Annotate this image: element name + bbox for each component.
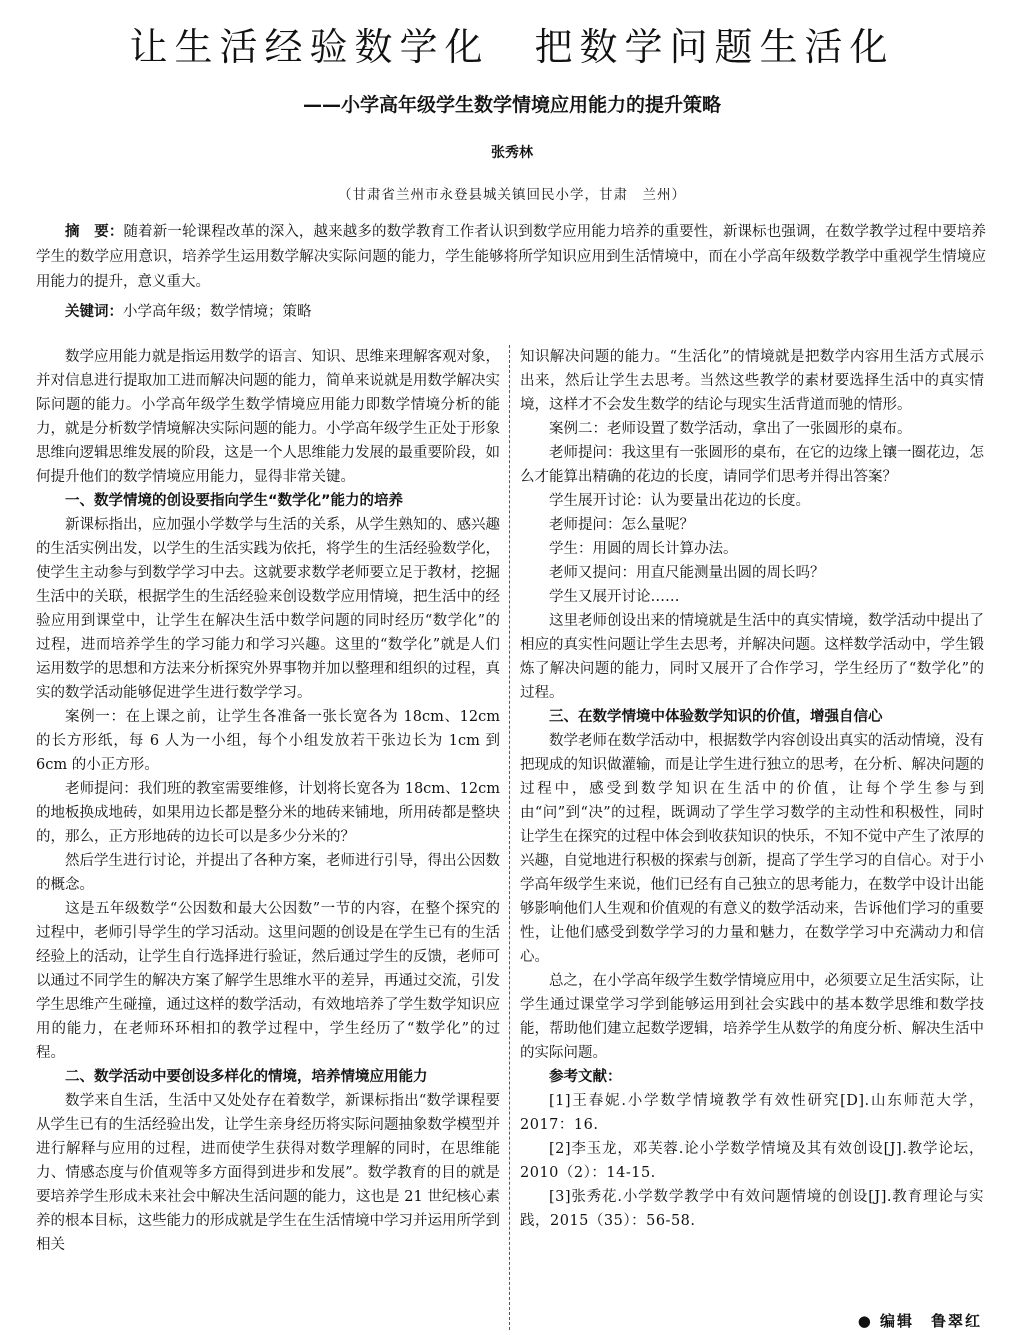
body-paragraph: 然后学生进行讨论，并提出了各种方案，老师进行引导，得出公因数的概念。 [36,853,500,893]
body-paragraph: 新课标指出，应加强小学数学与生活的关系，从学生熟知的、感兴趣的生活实例出发，以学生的生活实践为依托，将学生的生活经验数学化，使学生主动参与到数学学习中去。这就要求数学老师要立足于教材，挖掘生活中的关联，根据学生的生活经验来创设数学应用情境，把生活中的经验应用到课堂中，让学生在解决生活中数学问题的同时经历“数学化”的过程，进而培养学生的学习能力和学习兴趣。这里的“数学化”就是人们运用数学的思想和方法来分析探究外界事物并加以整理和组织的过程，真实的数学活动能够促进学生进行数学学习。 [36,517,500,701]
editor-credit: ● 编辑 鲁翠红 [857,1312,982,1330]
author-affiliation: （甘肃省兰州市永登县城关镇回民小学，甘肃 兰州） [338,187,686,203]
body-paragraph: 学生又展开讨论…… [549,589,680,605]
body-paragraph: 学生展开讨论：认为要量出花边的长度。 [549,493,810,509]
body-paragraph: 案例一：在上课之前，让学生各准备一张长宽各为 18cm、12cm 的长方形纸，每 6 人为一小组，每个小组发放若干张边长为 1cm 到 6cm 的小正方形。 [36,709,500,773]
body-paragraph: 总之，在小学高年级学生数学情境应用中，必须要立足生活实际，让学生通过课堂学习学到能够运用到社会实践中的基本数学思维和数学技能，帮助他们建立起数学逻辑，培养学生从数学的角度分析、解决生活中的实际问题。 [520,973,984,1061]
abstract [36,220,986,295]
body-paragraph: 知识解决问题的能力。“生活化”的情境就是把数学内容用生活方式展示出来，然后让学生去思考。当然这些教学的素材要选择生活中的真实情境，这样才不会发生数学的结论与现实生活背道而驰的情形。 [520,349,984,413]
keywords-text: 小学高年级；数学情境；策略 [123,304,312,320]
section-heading-1: 一、数学情境的创设要指向学生“数学化”能力的培养 [65,493,404,509]
author-name: 张秀林 [491,145,533,161]
body-paragraph: 老师提问：怎么量呢？ [549,517,694,533]
article-subtitle: ——小学高年级学生数学情境应用能力的提升策略 [302,94,721,116]
right-column [520,345,984,1330]
abstract-text: 随着新一轮课程改革的深入，越来越多的数学教育工作者认识到数学应用能力培养的重要性，新课标也强调，在数学教学过程中要培养学生的数学应用意识，培养学生运用数学解决实际问题的能力，学生能够将所学知识应用到生活情境中，而在小学高年级数学教学中重视学生情境应用能力的提升，意义重大。 [36,224,986,290]
keywords [36,300,986,325]
references-label: 参考文献： [549,1069,622,1085]
abstract-label: 摘 要： [65,224,124,240]
body-paragraph: 数学来自生活，生活中又处处存在着数学，新课标指出“数学课程要从学生已有的生活经验出发，让学生亲身经历将实际问题抽象数学模型并进行解释与应用的过程，进而使学生获得对数学理解的同时，在思维能力、情感态度与价值观等多方面得到进步和发展”。数学教育的目的就是要培养学生形成未来社会中解决生活问题的能力，这也是 21 世纪核心素养的根本目标，这些能力的形成就是学生在生活情境中学习并运用所学到相关 [36,1093,500,1253]
body-paragraph: 这里老师创设出来的情境就是生活中的真实情境，数学活动中提出了相应的真实性问题让学生去思考，并解决问题。这样数学活动中，学生锻炼了解决问题的能力，同时又展开了合作学习，学生经历了“数学化”的过程。 [520,613,984,701]
keywords-label: 关键词： [65,304,123,320]
left-column [36,345,500,1330]
body-paragraph: 老师又提问：用直尺能测量出圆的周长吗？ [549,565,825,581]
section-heading-2: 二、数学活动中要创设多样化的情境，培养情境应用能力 [65,1069,428,1085]
column-divider [509,345,510,1330]
reference-item: [1]王春妮.小学数学情境教学有效性研究[D].山东师范大学，2017：16. [520,1093,984,1133]
article-title: 让生活经验数学化 把数学问题生活化 [129,25,895,69]
section-heading-3: 三、在数学情境中体验数学知识的价值，增强自信心 [549,709,883,725]
body-paragraph: 数学老师在数学活动中，根据数学内容创设出真实的活动情境，没有把现成的知识做灌输，而是让学生进行独立的思考，在分析、解决问题的过程中，感受到数学知识在生活中的价值，让每个学生参与到由“问”到“决”的过程，既调动了学生学习数学的主动性和积极性，同时让学生在探究的过程中体会到收获知识的快乐，不知不觉中产生了浓厚的兴趣，自觉地进行积极的探索与创新，提高了学生学习的自信心。对于小学高年级学生来说，他们已经有自己独立的思考能力，在数学中设计出能够影响他们人生观和价值观的有意义的数学活动来，告诉他们学习的重要性，让他们感受到数学学习的力量和魅力，在数学学习中充满动力和信心。 [520,733,984,965]
body-paragraph: 案例二：老师设置了数学活动，拿出了一张圆形的桌布。 [549,421,912,437]
body-paragraph: 老师提问：我这里有一张圆形的桌布，在它的边缘上镶一圈花边，怎么才能算出精确的花边的长度，请同学们思考并得出答案？ [520,445,984,485]
body-paragraph: 数学应用能力就是指运用数学的语言、知识、思维来理解客观对象，并对信息进行提取加工进而解决问题的能力，简单来说就是用数学解决实际问题的能力。小学高年级学生数学情境应用能力即数学情境分析的能力，就是分析数学情境解决实际问题的能力。小学高年级学生正处于形象思维向逻辑思维发展的阶段，这是一个人思维能力发展的最重要阶段，如何提升他们的数学情境应用能力，显得非常关键。 [36,349,500,485]
body-paragraph: 学生：用圆的周长计算办法。 [549,541,738,557]
body-paragraph: 这是五年级数学“公因数和最大公因数”一节的内容，在整个探究的过程中，老师引导学生的学习活动。这里问题的创设是在学生已有的生活经验上的活动，让学生自行选择进行验证，然后通过学生的反馈，老师可以通过不同学生的解决方案了解学生思维水平的差异，再通过交流，引发学生思维产生碰撞，通过这样的数学活动，有效地培养了学生数学知识应用的能力，在老师环环相扣的教学过程中，学生经历了“数学化”的过程。 [36,901,500,1061]
body-paragraph: 老师提问：我们班的教室需要维修，计划将长宽各为 18cm、12cm 的地板换成地砖，如果用边长都是整分米的地砖来铺地，所用砖都是整块的，那么，正方形地砖的边长可以是多少分米的？ [36,781,500,845]
reference-item: [2]李玉龙，邓芙蓉.论小学数学情境及其有效创设[J].教学论坛，2010（2）：14-15. [520,1141,984,1181]
reference-item: [3]张秀花.小学数学教学中有效问题情境的创设[J].教育理论与实践，2015（35）：56-58. [520,1189,984,1229]
